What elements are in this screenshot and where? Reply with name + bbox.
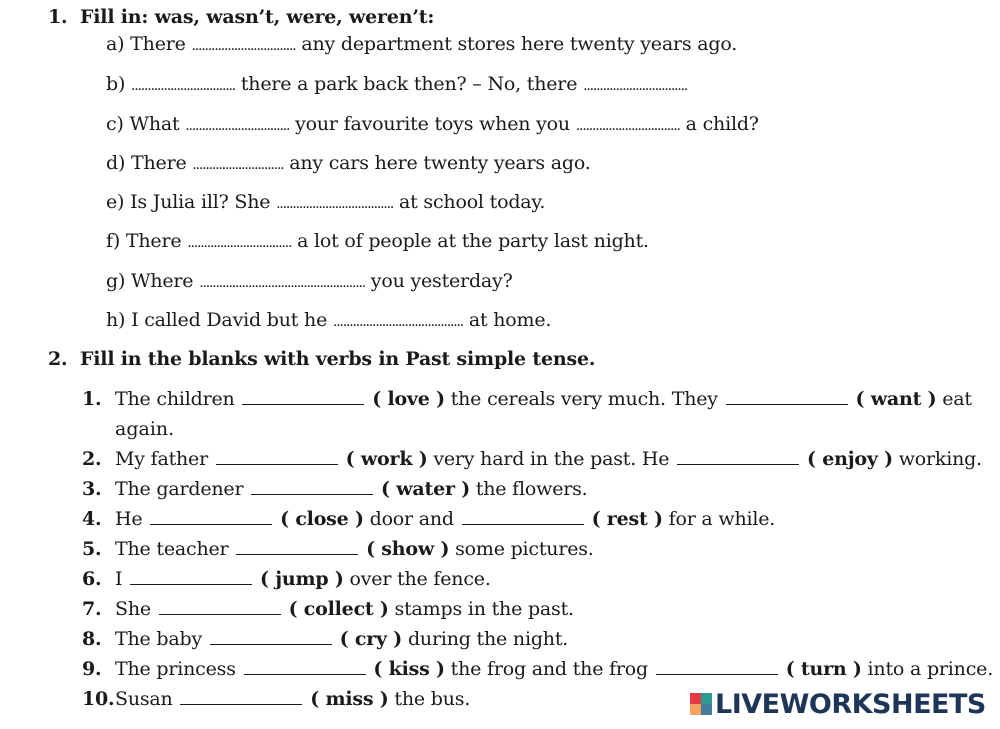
- exercise-2-item-6: 6. I ( jump ) over the fence.: [82, 568, 491, 590]
- answer-blank[interactable]: [180, 703, 302, 705]
- answer-blank[interactable]: [726, 403, 848, 405]
- answer-blank[interactable]: ................................: [575, 118, 680, 134]
- answer-blank[interactable]: ................................: [191, 38, 296, 54]
- answer-blank[interactable]: [677, 463, 799, 465]
- answer-blank[interactable]: ................................: [187, 235, 292, 251]
- answer-blank[interactable]: [150, 523, 272, 525]
- exercise-1-item-d: d) There ............................ any cars here twenty years ago.: [106, 152, 591, 174]
- section-2-number: 2.: [48, 348, 68, 370]
- answer-blank[interactable]: ........................................: [332, 314, 463, 330]
- answer-blank[interactable]: [210, 643, 332, 645]
- liveworksheets-logo-icon: [690, 693, 712, 715]
- exercise-1-item-h: h) I called David but he ........................................ at home.: [106, 309, 552, 331]
- exercise-1-item-c: c) What ................................ your favourite toys when you ................................ a child?: [106, 113, 759, 135]
- exercise-2-item-7: 7. She ( collect ) stamps in the past.: [82, 598, 574, 620]
- exercise-1-item-e: e) Is Julia ill? She .................................... at school today.: [106, 191, 546, 213]
- section-2-heading: [48, 348, 595, 370]
- exercise-2-item-9: 9. The princess ( kiss ) the frog and the frog ( turn ) into a prince.: [82, 658, 994, 680]
- section-2-title: Fill in the blanks with verbs in Past simple tense.: [80, 348, 596, 370]
- exercise-2-item-4: 4. He ( close ) door and ( rest ) for a while.: [82, 508, 776, 530]
- answer-blank[interactable]: [462, 523, 584, 525]
- exercise-2-item-10: 10.Susan ( miss ) the bus.: [82, 688, 471, 710]
- answer-blank[interactable]: ................................: [131, 78, 236, 94]
- answer-blank[interactable]: ................................: [583, 78, 688, 94]
- section-1-heading: [48, 6, 434, 28]
- exercise-2-item-5: 5. The teacher ( show ) some pictures.: [82, 538, 594, 560]
- section-1-number: 1.: [48, 6, 68, 28]
- answer-blank[interactable]: [251, 493, 373, 495]
- section-1-title: Fill in: was, wasn’t, were, weren’t:: [80, 6, 435, 28]
- liveworksheets-logo: [690, 688, 986, 720]
- exercise-1-item-g: g) Where ................................................... you yesterday?: [106, 270, 513, 292]
- exercise-2-item-3: 3. The gardener ( water ) the flowers.: [82, 478, 588, 500]
- answer-blank[interactable]: ................................: [185, 118, 290, 134]
- liveworksheets-logo-text: LIVEWORKSHEETS: [715, 688, 986, 720]
- answer-blank[interactable]: [159, 613, 281, 615]
- answer-blank[interactable]: [656, 673, 778, 675]
- answer-blank[interactable]: [242, 403, 364, 405]
- exercise-2-item-1-continuation: again.: [115, 418, 175, 440]
- exercise-2-item-2: 2. My father ( work ) very hard in the past. He ( enjoy ) working.: [82, 448, 982, 470]
- exercise-1-item-f: f) There ................................ a lot of people at the party last night.: [106, 230, 649, 252]
- answer-blank[interactable]: [216, 463, 338, 465]
- answer-blank[interactable]: ....................................: [276, 196, 394, 212]
- exercise-1-item-a: a) There ................................ any department stores here twenty years ago.: [106, 33, 738, 55]
- exercise-2-item-8: 8. The baby ( cry ) during the night.: [82, 628, 569, 650]
- exercise-2-item-1: 1. The children ( love ) the cereals very much. They ( want ) eat: [82, 388, 972, 410]
- answer-blank[interactable]: [244, 673, 366, 675]
- answer-blank[interactable]: ...................................................: [199, 275, 365, 291]
- answer-blank[interactable]: [236, 553, 358, 555]
- answer-blank[interactable]: [130, 583, 252, 585]
- answer-blank[interactable]: ............................: [192, 157, 284, 173]
- exercise-1-item-b: b) ................................ there a park back then? – No, there ................................: [106, 73, 688, 95]
